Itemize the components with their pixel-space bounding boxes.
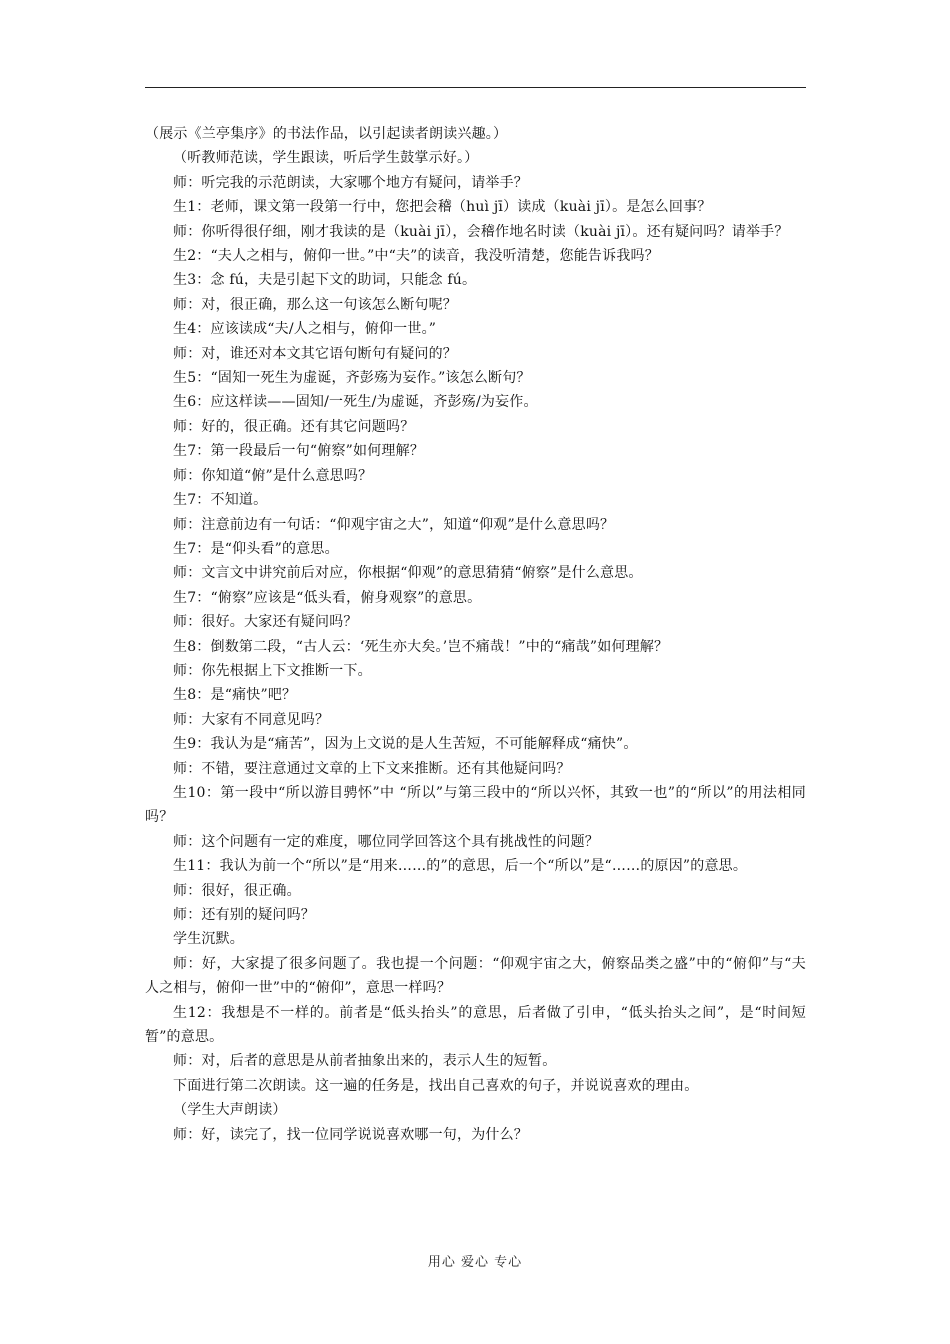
- paragraph: 师：文言文中讲究前后对应，你根据“仰观”的意思猜猜“俯察”是什么意思。: [173, 565, 643, 582]
- paragraph: 生8：倒数第二段，“古人云：‘死生亦大矣。’岂不痛哉！”中的“痛哉”如何理解？: [173, 638, 669, 655]
- paragraph: 生8：是“痛快”吧？: [173, 687, 297, 704]
- paragraph: 生6：应这样读——固知/一死生/为虚诞，齐彭殇/为妄作。: [173, 394, 538, 411]
- paragraph: 师：你先根据上下文推断一下。: [173, 662, 372, 679]
- paragraph: 生3：念 fú，夫是引起下文的助词，只能念 fú。: [173, 272, 477, 289]
- paragraph: 下面进行第二次朗读。这一遍的任务是，找出自己喜欢的句子，并说说喜欢的理由。: [173, 1077, 699, 1094]
- paragraph: 生4：应该读成“夫/人之相与，俯仰一世。”: [173, 321, 437, 338]
- paragraph: 生11：我认为前一个“所以”是“用来……的”的意思，后一个“所以”是“……的原因”的意思。: [173, 858, 748, 875]
- paragraph: 师：还有别的疑问吗？: [173, 907, 315, 923]
- paragraph: 师：不错，要注意通过文章的上下文来推断。还有其他疑问吗？: [173, 760, 571, 777]
- paragraph: 生10：第一段中“所以游目骋怀”中 “所以”与第三段中的“所以兴怀，其致一也”的“所以”的用法相同吗？: [145, 784, 806, 826]
- paragraph: 师：大家有不同意见吗？: [173, 711, 330, 728]
- paragraph: 师：听完我的示范朗读，大家哪个地方有疑问，请举手？: [173, 174, 528, 191]
- paragraph: 师：好，大家提了很多问题了。我也提一个问题：“仰观宇宙之大，俯察品类之盛”中的“俯仰”与“夫人之相与，俯仰一世”中的“俯仰”，意思一样吗？: [145, 955, 806, 997]
- paragraph: 生12：我想是不一样的。前者是“低头抬头”的意思，后者做了引申，“低头抬头之间”，是“时间短暂”的意思。: [145, 1004, 806, 1046]
- paragraph: 生1：老师，课文第一段第一行中，您把会稽（huì jī）读成（kuài jī）。是怎么回事？: [173, 199, 712, 216]
- paragraph: 生2：“夫人之相与，俯仰一世。”中“夫”的读音，我没听清楚，您能告诉我吗？: [173, 248, 659, 265]
- paragraph: 生5：“固知一死生为虚诞，齐彭殇为妄作。”该怎么断句？: [173, 370, 531, 387]
- paragraph: 师：好，读完了，找一位同学说说喜欢哪一句，为什么？: [173, 1126, 528, 1143]
- paragraph: 师：对，很正确，那么这一句该怎么断句呢？: [173, 296, 457, 313]
- paragraph: 师：你知道“俯”是什么意思吗？: [173, 467, 373, 484]
- paragraph: 师：很好，很正确。: [173, 882, 301, 899]
- paragraph: 师：注意前边有一句话：“仰观宇宙之大”，知道“仰观”是什么意思吗？: [173, 516, 615, 533]
- document-body: [145, 122, 806, 1147]
- page-footer: 用心 爱心 专心: [427, 1255, 523, 1270]
- paragraph: 生7：不知道。: [173, 492, 268, 509]
- paragraph: 生7：第一段最后一句“俯察”如何理解？: [173, 443, 425, 460]
- paragraph: 生7：是“仰头看”的意思。: [173, 540, 339, 557]
- paragraph: 生9：我认为是“痛苦”，因为上文说的是人生苦短，不可能解释成“痛快”。: [173, 736, 638, 753]
- paragraph: 师：这个问题有一定的难度，哪位同学回答这个具有挑战性的问题？: [173, 833, 599, 850]
- paragraph: 师：你听得很仔细，刚才我读的是（kuài jī），会稽作地名时读（kuài jī）。还有疑问吗？请举手？: [173, 223, 789, 240]
- paragraph: （展示《兰亭集序》的书法作品，以引起读者朗读兴趣。）: [145, 126, 508, 142]
- paragraph: 师：对，后者的意思是从前者抽象出来的，表示人生的短暂。: [173, 1053, 557, 1070]
- header-rule: [145, 87, 806, 88]
- paragraph: 师：好的，很正确。还有其它问题吗？: [173, 418, 415, 435]
- paragraph: （听教师范读，学生跟读，听后学生鼓掌示好。）: [173, 150, 479, 167]
- paragraph: 师：很好。大家还有疑问吗？: [173, 614, 358, 631]
- paragraph: 学生沉默。: [173, 931, 244, 948]
- paragraph: 师：对，谁还对本文其它语句断句有疑问的？: [173, 345, 457, 362]
- paragraph: （学生大声朗读）: [173, 1102, 287, 1119]
- paragraph: 生7：“俯察”应该是“低头看，俯身观察”的意思。: [173, 589, 482, 606]
